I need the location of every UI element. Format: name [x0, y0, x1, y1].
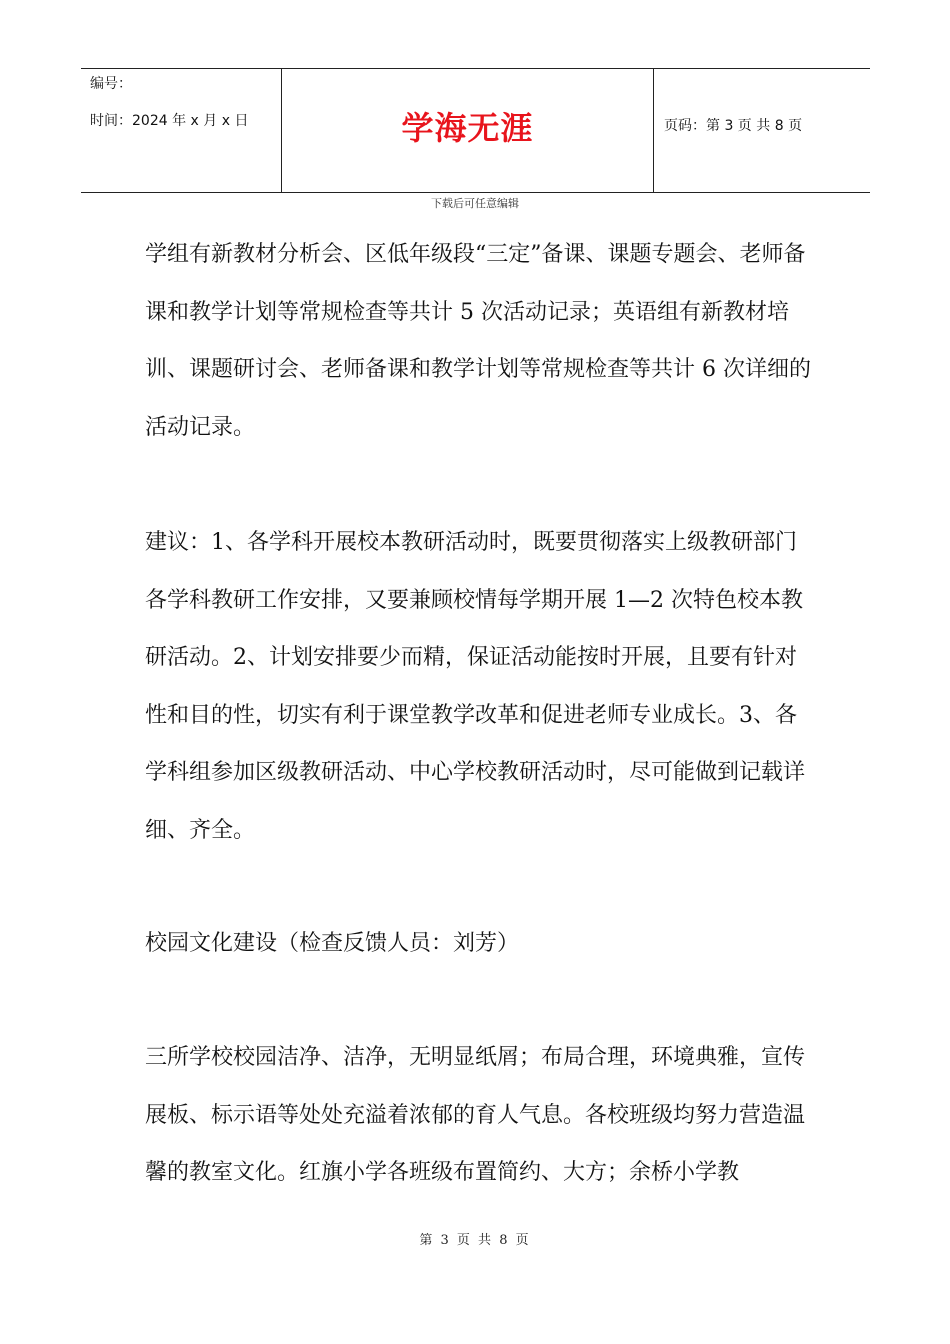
page-footer: 第 3 页 共 8 页: [419, 1233, 531, 1248]
page-number-label: 页码：第 3 页 共 8 页: [664, 118, 803, 134]
header-left-cell: [81, 69, 281, 192]
document-header: [81, 68, 870, 193]
serial-number-label: 编号：: [90, 76, 132, 92]
editable-note: 下载后可任意编辑: [431, 197, 519, 210]
date-label: 时间：2024 年 x 月 x 日: [90, 113, 249, 129]
section-heading: 校园文化建设（检查反馈人员：刘芳）: [145, 931, 520, 956]
body-paragraph: 三所学校校园洁净、洁净，无明显纸屑；布局合理，环境典雅，宣传展板、标示语等处处充溢着浓郁的育人气息。各校班级均努力营造温馨的教室文化。红旗小学各班级布置简约、大方；余桥小学教: [145, 1045, 806, 1185]
header-center-cell: [281, 69, 654, 192]
body-paragraph: 学组有新教材分析会、区低年级段“三定”备课、课题专题会、老师备课和教学计划等常规检查等共计 5 次活动记录；英语组有新教材培训、课题研讨会、老师备课和教学计划等常规检查等共计 6 次详细的活动记录。: [145, 242, 811, 440]
brand-title: 学海无涯: [401, 109, 534, 147]
suggestion-paragraph: 建议：1、各学科开展校本教研活动时，既要贯彻落实上级教研部门各学科教研工作安排，又要兼顾校情每学期开展 1—2 次特色校本教研活动。2、计划安排要少而精，保证活动能按时开展，且要有针对性和目的性，切实有利于课堂教学改革和促进老师专业成长。3、各学科组参加区级教研活动、中心学校教研活动时，尽可能做到记载详细、齐全。: [145, 530, 806, 843]
header-right-cell: [654, 69, 870, 192]
